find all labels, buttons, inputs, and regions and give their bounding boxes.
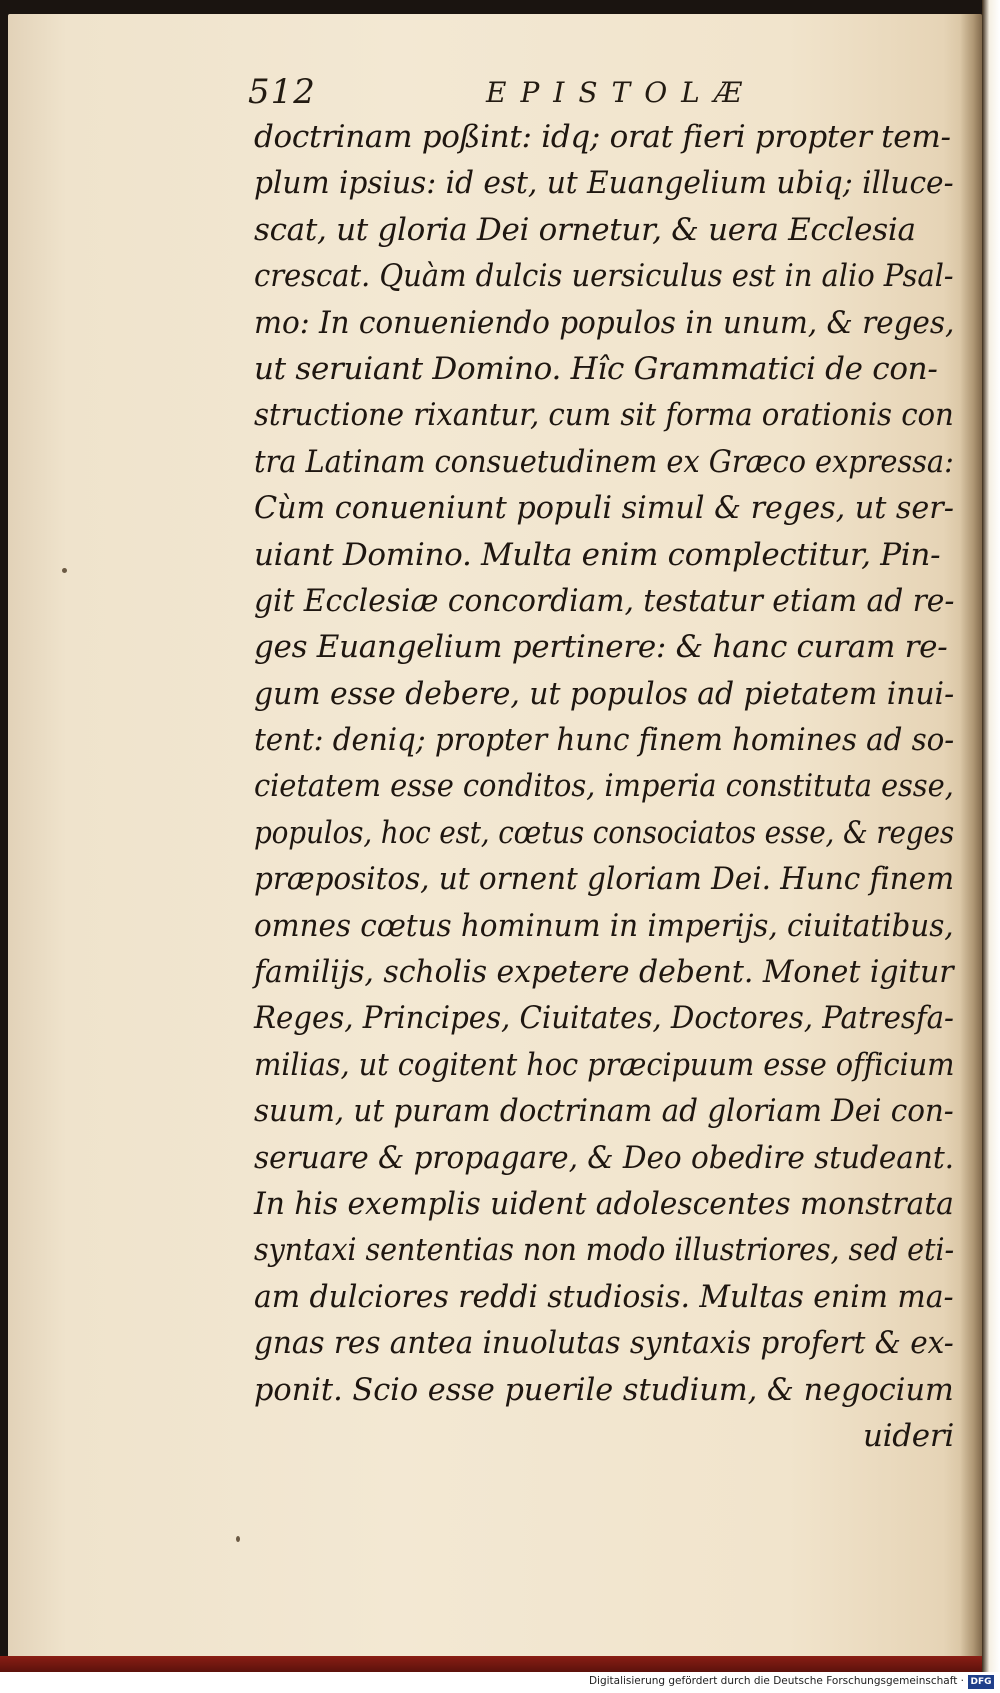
- text-line: milias, ut cogitent hoc præcipuum esse officium: [254, 1046, 955, 1083]
- catchword: uideri: [862, 1417, 954, 1454]
- digitization-footer: [0, 1672, 1000, 1693]
- text-line: mo: In conueniendo populos in unum, & reges,: [254, 304, 955, 341]
- paper-speck: [62, 568, 67, 573]
- page-number: 512: [248, 72, 316, 112]
- text-line: tent: deniq; propter hunc finem homines ad so-: [254, 722, 955, 759]
- text-line: ges Euangelium pertinere: & hanc curam re-: [254, 629, 948, 666]
- text-line: structione rixantur, cum sit forma orationis con: [254, 397, 954, 434]
- text-line: In his exemplis uident adolescentes monstrata: [254, 1185, 954, 1222]
- text-line: uiant Domino. Multa enim complectitur, Pin-: [254, 536, 941, 573]
- text-line: tra Latinam consuetudinem ex Græco expressa:: [254, 443, 954, 480]
- text-line: gnas res antea inuolutas syntaxis profert & ex-: [254, 1325, 954, 1362]
- text-line: scat, ut gloria Dei ornetur, & uera Ecclesia: [254, 211, 916, 248]
- paper-speck: [236, 1536, 240, 1542]
- running-title: EPISTOLÆ: [486, 76, 756, 109]
- text-line: doctrinam poßint: idq; orat fieri propter tem-: [254, 119, 951, 155]
- scan-right-margin: [982, 0, 1000, 1672]
- text-line: seruare & propagare, & Deo obedire studeant.: [254, 1139, 954, 1176]
- text-line: ponit. Scio esse puerile studium, & negocium: [254, 1371, 954, 1408]
- text-line: crescat. Quàm dulcis uersiculus est in alio Psal-: [254, 258, 954, 295]
- text-line: Cùm conueniunt populi simul & reges, ut ser-: [254, 490, 954, 527]
- text-line: plum ipsius: id est, ut Euangelium ubiq; illuce-: [254, 165, 954, 202]
- funding-credit: Digitalisierung gefördert durch die Deutsche Forschungsgemeinschaft ·: [588, 1675, 964, 1687]
- text-line: præpositos, ut ornent gloriam Dei. Hunc finem: [254, 861, 955, 898]
- text-line: ut seruiant Domino. Hîc Grammatici de con-: [254, 350, 938, 387]
- text-line: am dulciores reddi studiosis. Multas enim ma-: [254, 1278, 954, 1315]
- text-line: syntaxi sententias non modo illustriores, sed eti-: [254, 1232, 955, 1269]
- text-line: familijs, scholis expetere debent. Monet igitur: [254, 954, 954, 991]
- binding-edge: [0, 1656, 994, 1672]
- text-line: gum esse debere, ut populos ad pietatem inui-: [254, 675, 955, 712]
- body-text: [254, 114, 954, 1459]
- page-edge-shadow: [960, 14, 982, 1662]
- text-line: omnes cœtus hominum in imperijs, ciuitatibus,: [254, 907, 954, 944]
- text-line: populos, hoc est, cœtus consociatos esse, & reges: [254, 814, 954, 851]
- text-line: suum, ut puram doctrinam ad gloriam Dei con-: [254, 1093, 954, 1130]
- text-line: git Ecclesiæ concordiam, testatur etiam ad re-: [254, 582, 955, 619]
- text-line: Reges, Principes, Ciuitates, Doctores, Patresfa-: [254, 1000, 954, 1037]
- dfg-logo-icon: DFG: [968, 1675, 994, 1689]
- text-line: cietatem esse conditos, imperia constituta esse,: [254, 768, 954, 805]
